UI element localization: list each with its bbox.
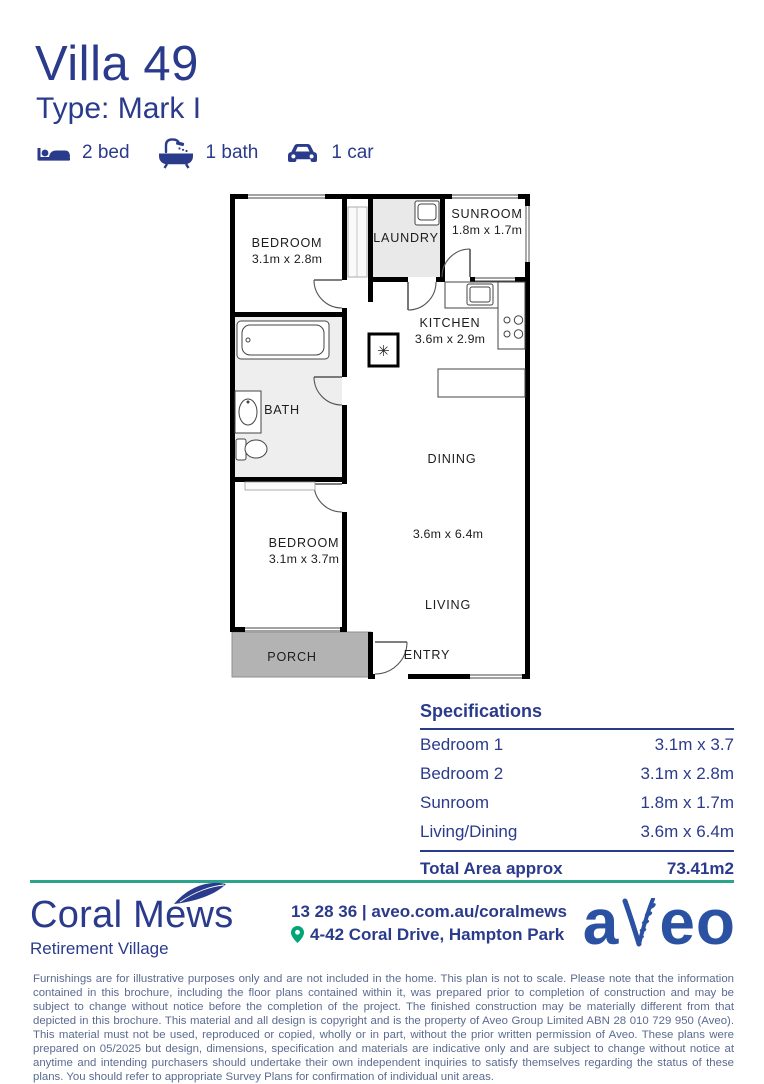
spec-row-bedroom1: [420, 730, 734, 759]
hws-fan-icon: ✳: [377, 343, 390, 360]
spec-row-sunroom: [420, 788, 734, 817]
spec-value: 3.1m x 2.8m: [640, 763, 734, 783]
feature-baths: [156, 136, 259, 169]
contact-block: [291, 900, 567, 946]
contact-phone-web: 13 28 36 | aveo.com.au/coralmews: [291, 902, 567, 921]
room-label-entry: ENTRY: [403, 648, 451, 662]
aveo-leaf-v-icon: [620, 898, 658, 948]
room-dims-sunroom: 1.8m x 1.7m: [451, 223, 523, 237]
villa-type-subtitle: Type: Mark I: [36, 92, 202, 125]
bed-icon: [36, 140, 72, 165]
spec-label: Living/Dining: [420, 822, 518, 842]
feature-cars: [284, 141, 373, 165]
room-label-sunroom: SUNROOM: [451, 207, 523, 221]
aveo-logo: [582, 886, 736, 958]
feature-beds-label: 2 bed: [82, 141, 130, 163]
spec-row-bedroom2: [420, 759, 734, 788]
village-subtitle: Retirement Village: [30, 938, 169, 958]
spec-row-living-dining: [420, 818, 734, 847]
teal-divider-line: [30, 880, 734, 883]
coral-mews-logo: [30, 894, 234, 959]
floor-plan: [230, 194, 530, 682]
room-label-dining: DINING: [427, 452, 477, 466]
room-label-bath: BATH: [264, 403, 300, 417]
specifications-table: [420, 701, 734, 879]
contact-address: 4-42 Coral Drive, Hampton Park: [310, 925, 565, 944]
spec-total-row: [420, 850, 734, 879]
spec-label: Bedroom 2: [420, 763, 504, 783]
feature-summary-row: [36, 136, 400, 169]
room-dims-living-dining: 3.6m x 6.4m: [412, 527, 484, 541]
room-label-laundry: LAUNDRY: [373, 231, 439, 245]
room-dims-bedroom2: 3.1m x 2.8m: [251, 252, 323, 266]
room-dims-bedroom1: 3.1m x 3.7m: [268, 552, 340, 566]
aveo-letter-a: a: [582, 886, 620, 958]
feature-cars-label: 1 car: [331, 141, 374, 163]
room-label-bedroom1: BEDROOM: [268, 536, 340, 550]
contact-address-row: [291, 923, 567, 946]
room-dims-kitchen: 3.6m x 2.9m: [414, 332, 486, 346]
bath-icon: [156, 136, 196, 169]
spec-value: 3.6m x 6.4m: [640, 822, 734, 842]
page-title: Villa 49: [35, 37, 199, 91]
feature-beds: [36, 140, 130, 165]
feature-baths-label: 1 bath: [205, 141, 259, 163]
village-name: [30, 894, 234, 938]
toilet: [236, 439, 246, 460]
disclaimer-text: Furnishings are for illustrative purposes only and are not included in the home. This plan is not to scale. Please note that the information contained in this brochure, including the floor plans contained within it, was prepared prior to completion of construction and may be subject to change without notice before the completion of the project. The finished construction may be materially different from that depicted in this brochure. This material and all design is copyright and is the property of Aveo Group Limited ABN 28 010 729 950 (Aveo). This material must not be used, reproduced or copied, wholly or in part, without the prior written permission of Aveo. These plans were prepared on 05/2025 but design, dimensions, specification and materials are indicative only and are subject to change without notice at anytime and intending purchasers should undertake their own independent inquiries to satisfy themselves regarding the status of these plans. You should refer to appropriate Survey Plans for confirmation of individual unit areas.: [33, 973, 734, 1084]
spec-total-label: Total Area approx: [420, 858, 563, 878]
village-name-text: Coral Mews: [30, 894, 234, 936]
spec-value: 3.1m x 3.7: [654, 734, 734, 754]
room-label-bedroom2: BEDROOM: [251, 236, 323, 250]
spec-label: Bedroom 1: [420, 734, 504, 754]
specifications-title: Specifications: [420, 701, 734, 730]
car-icon: [284, 141, 321, 165]
location-pin-icon: [291, 926, 304, 943]
aveo-letters-eo: eo: [659, 886, 736, 958]
kitchen-peninsula: [438, 369, 525, 397]
room-label-living: LIVING: [424, 598, 472, 612]
spec-value: 1.8m x 1.7m: [640, 792, 734, 812]
room-label-porch: PORCH: [267, 650, 317, 664]
leaf-icon: [172, 881, 228, 905]
spec-label: Sunroom: [420, 792, 489, 812]
spec-total-value: 73.41m2: [666, 858, 734, 878]
room-label-kitchen: KITCHEN: [419, 316, 481, 330]
